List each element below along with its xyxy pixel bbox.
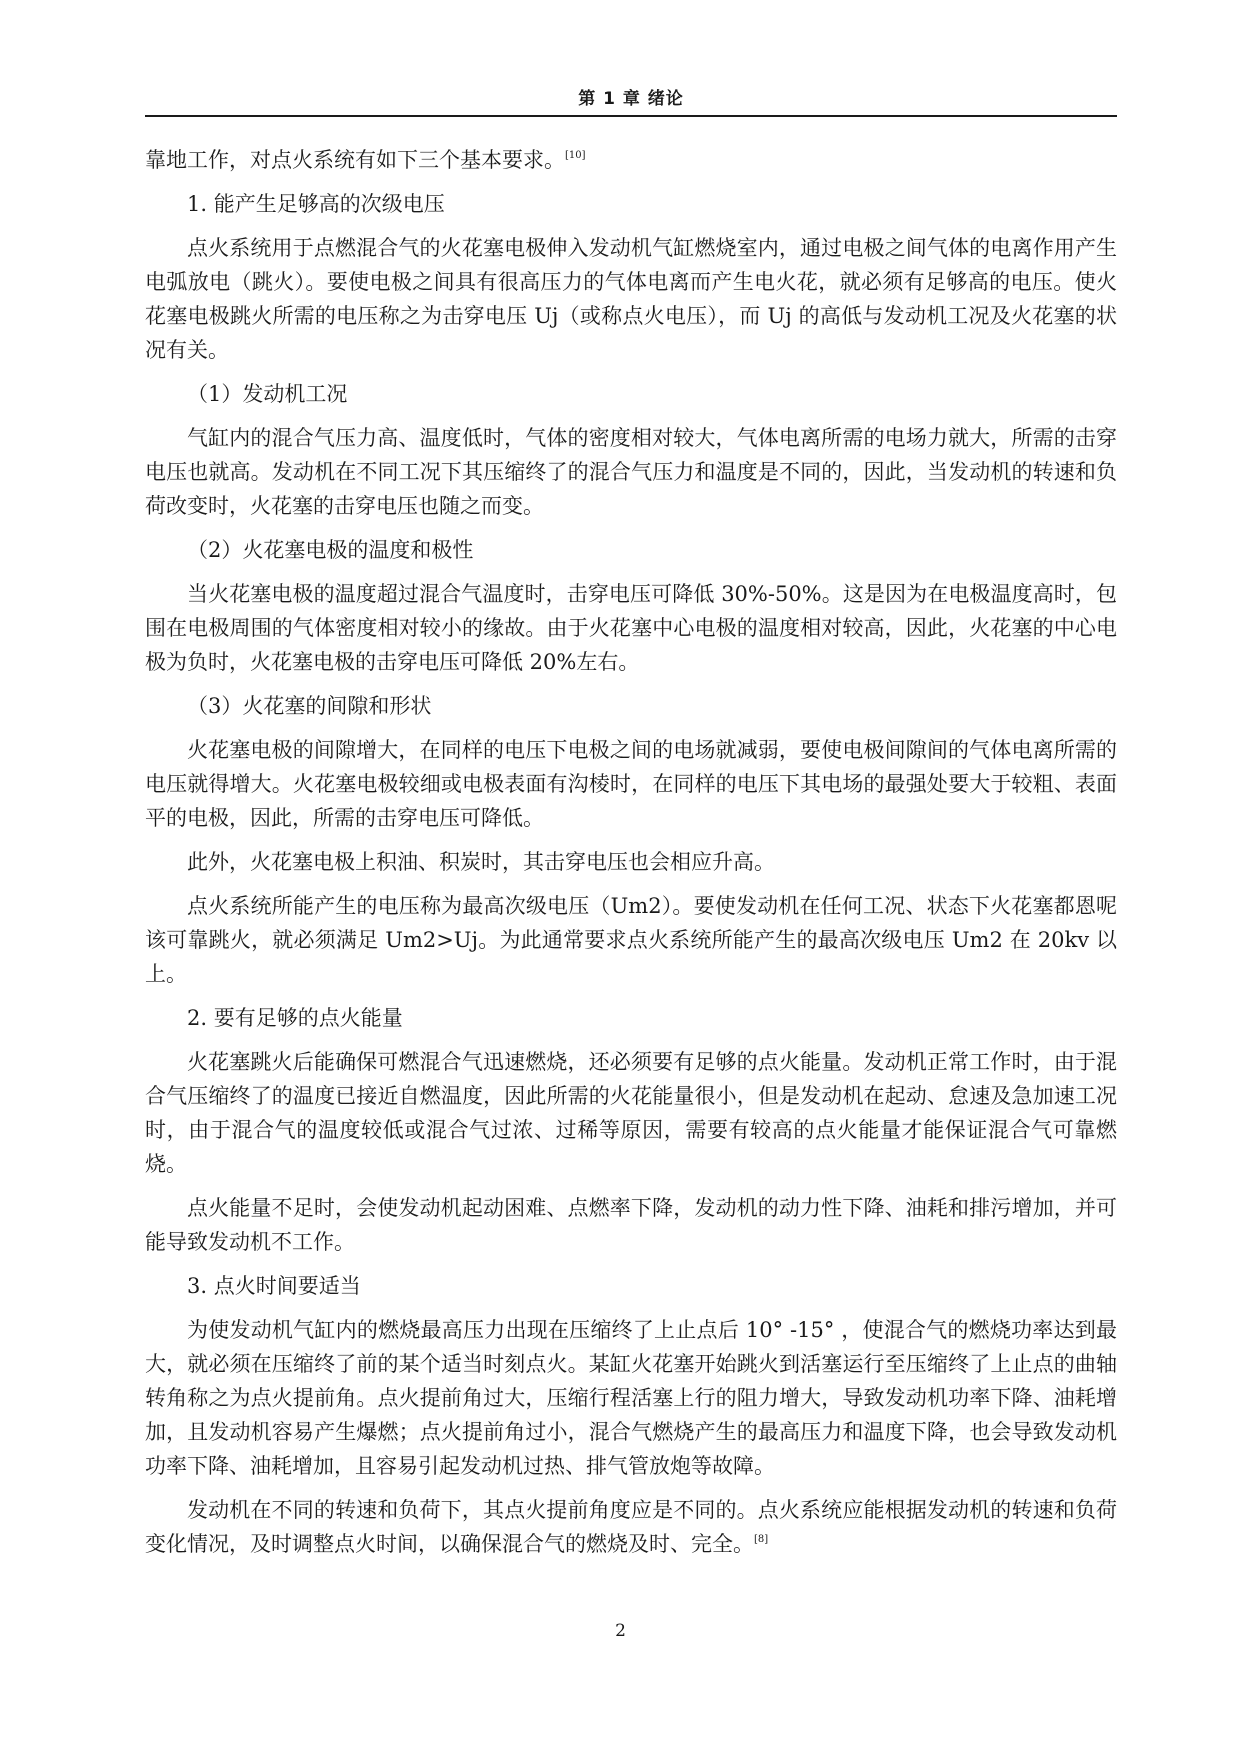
running-header: 第 1 章 绪论 (578, 89, 684, 109)
citation-ref: [10] (565, 150, 586, 161)
paragraph: 气缸内的混合气压力高、温度低时，气体的密度相对较大，气体电离所需的电场力就大，所需的击穿电压也就高。发动机在不同工况下其压缩终了的混合气压力和温度是不同的，因此，当发动机的转速和负荷改变时，火花塞的击穿电压也随之而变。 (145, 426, 1117, 518)
paragraph: 点火系统用于点燃混合气的火花塞电极伸入发动机气缸燃烧室内，通过电极之间气体的电离作用产生电弧放电（跳火）。要使电极之间具有很高压力的气体电离而产生电火花，就必须有足够高的电压。使火花塞电极跳火所需的电压称之为击穿电压 Uj（或称点火电压），而 Uj 的高低与发动机工况及火花塞的状况有关。 (145, 236, 1117, 362)
paragraph: 当火花塞电极的温度超过混合气温度时，击穿电压可降低 30%-50%。这是因为在电极温度高时，包围在电极周围的气体密度相对较小的缘故。由于火花塞中心电极的温度相对较高，因此，火花塞的中心电极为负时，火花塞电极的击穿电压可降低 20%左右。 (145, 582, 1117, 674)
citation-ref: [8] (754, 1534, 769, 1545)
paragraph: 火花塞电极的间隙增大，在同样的电压下电极之间的电场就减弱，要使电极间隙间的气体电离所需的电压就得增大。火花塞电极较细或电极表面有沟棱时，在同样的电压下其电场的最强处要大于较粗、表面平的电极，因此，所需的击穿电压可降低。 (145, 738, 1117, 830)
section-heading-1: 1. 能产生足够高的次级电压 (187, 192, 445, 216)
section-heading-2: 2. 要有足够的点火能量 (187, 1006, 403, 1030)
section-heading-3: 3. 点火时间要适当 (187, 1274, 361, 1298)
paragraph-continuation: 靠地工作，对点火系统有如下三个基本要求。[10] (145, 148, 586, 172)
paragraph: 此外，火花塞电极上积油、积炭时，其击穿电压也会相应升高。 (187, 850, 775, 874)
paragraph: 为使发动机气缸内的燃烧最高压力出现在压缩终了上止点后 10° -15° ，使混合气的燃烧功率达到最大，就必须在压缩终了前的某个适当时刻点火。某缸火花塞开始跳火到活塞运行至压缩终了上止点的曲轴转角称之为点火提前角。点火提前角过大，压缩行程活塞上行的阻力增大，导致发动机功率下降、油耗增加，且发动机容易产生爆燃；点火提前角过小，混合气燃烧产生的最高压力和温度下降，也会导致发动机功率下降、油耗增加，且容易引起发动机过热、排气管放炮等故障。 (145, 1318, 1117, 1478)
subheading-1: （1）发动机工况 (187, 382, 348, 406)
header-rule (145, 115, 1117, 117)
paragraph-final: 发动机在不同的转速和负荷下，其点火提前角度应是不同的。点火系统应能根据发动机的转速和负荷变化情况，及时调整点火时间，以确保混合气的燃烧及时、完全。[8] (145, 1498, 1117, 1556)
subheading-3: （3）火花塞的间隙和形状 (187, 694, 432, 718)
paragraph: 点火系统所能产生的电压称为最高次级电压（Um2）。要使发动机在任何工况、状态下火花塞都恩呢该可靠跳火，就必须满足 Um2>Uj。为此通常要求点火系统所能产生的最高次级电压 Um2 在 20kv 以上。 (145, 894, 1117, 986)
body-text (145, 143, 1117, 1571)
paragraph: 火花塞跳火后能确保可燃混合气迅速燃烧，还必须要有足够的点火能量。发动机正常工作时，由于混合气压缩终了的温度已接近自燃温度，因此所需的火花能量很小，但是发动机在起动、怠速及急加速工况时，由于混合气的温度较低或混合气过浓、过稀等原因，需要有较高的点火能量才能保证混合气可靠燃烧。 (145, 1050, 1117, 1176)
subheading-2: （2）火花塞电极的温度和极性 (187, 538, 474, 562)
paragraph: 点火能量不足时，会使发动机起动困难、点燃率下降，发动机的动力性下降、油耗和排污增加，并可能导致发动机不工作。 (145, 1196, 1117, 1254)
page-number: 2 (615, 1621, 626, 1641)
